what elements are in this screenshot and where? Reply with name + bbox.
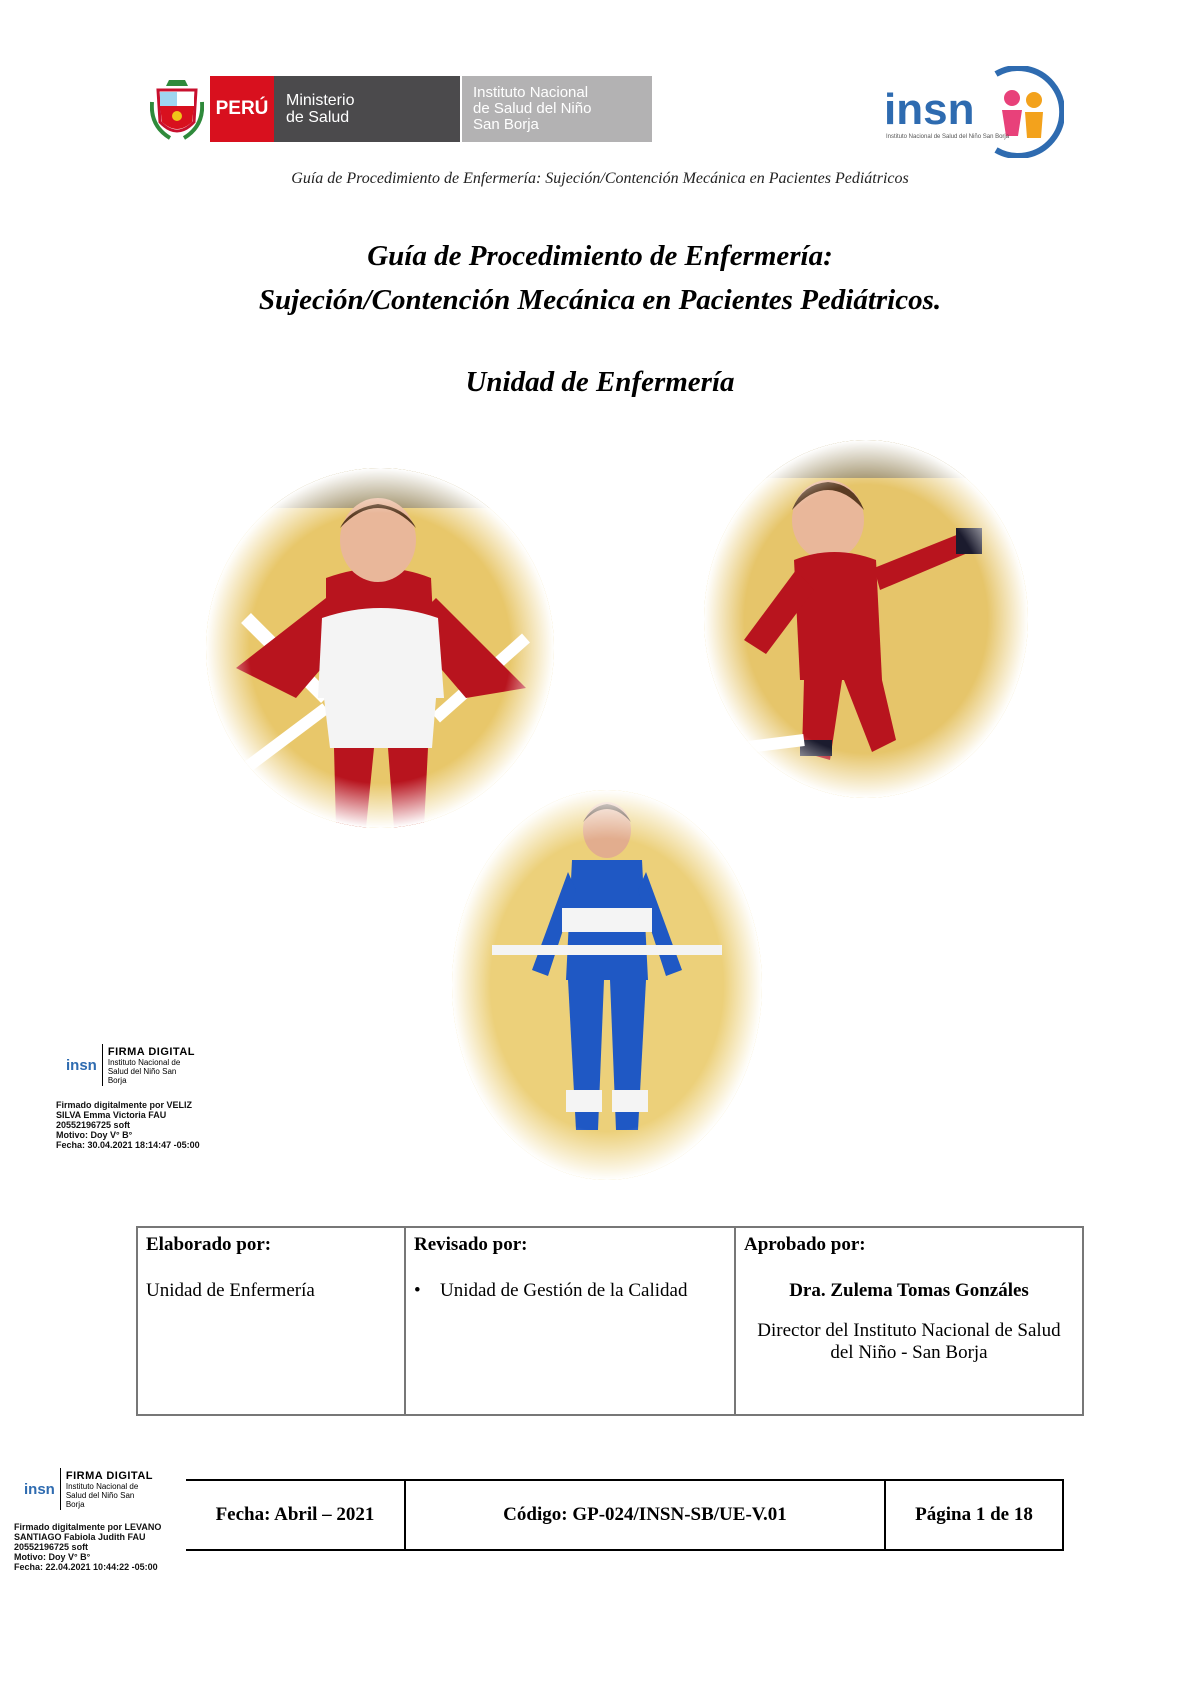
approval-row <box>137 1227 1083 1415</box>
infant-restraint-image <box>206 468 554 828</box>
peru-coat-of-arms-icon <box>150 76 204 142</box>
stamp-label-block <box>108 1046 195 1085</box>
stamp-logo <box>66 1044 226 1086</box>
insn-logo <box>884 66 1064 158</box>
footer-table <box>186 1479 1064 1551</box>
stamp-institution: Instituto Nacional de Salud del Niño San Borja <box>65 1481 139 1509</box>
unit-title: Unidad de Enfermería <box>465 366 735 398</box>
reviewed-list-item <box>414 1280 726 1302</box>
reviewed-cell <box>405 1227 735 1415</box>
prepared-header: Elaborado por: <box>146 1234 272 1255</box>
stamp-divider <box>102 1044 103 1086</box>
title-line-2: Sujeción/Contención Mecánica en Pacientes Pediátricos. <box>258 284 942 316</box>
adolescent-restraint-image <box>452 790 762 1180</box>
stamp-divider <box>60 1468 61 1510</box>
infant-ankle-restraint-image <box>704 440 1028 798</box>
ministry-line-1: Ministerio <box>286 92 355 109</box>
footer-row <box>186 1480 1063 1550</box>
stamp-label-block <box>66 1470 153 1509</box>
peru-label: PERÚ <box>210 76 274 142</box>
institute-line-3: San Borja <box>473 116 539 133</box>
approval-table <box>136 1226 1084 1416</box>
reviewed-value: Unidad de Gestión de la Calidad <box>440 1280 688 1301</box>
stamp-label: FIRMA DIGITAL <box>65 1469 153 1482</box>
document-title <box>0 234 1200 322</box>
stamp-insn-logo: insn <box>66 1056 97 1074</box>
ministry-label <box>274 76 462 142</box>
photo-adolescent-restraint <box>452 790 762 1180</box>
ministry-line-2: de Salud <box>286 109 350 126</box>
digital-signature-stamp <box>56 1044 226 1150</box>
stamp-logo <box>24 1468 184 1510</box>
footer-code: Código: GP-024/INSN-SB/UE-V.01 <box>405 1480 885 1550</box>
stamp-details: Firmado digitalmente por VELIZ SILVA Emma Victoria FAU 20552196725 soft Motivo: Doy V° B° Fecha: 30.04.2021 18:14:47 -05:00 <box>56 1100 200 1150</box>
stamp-insn-logo: insn <box>24 1480 55 1498</box>
approver-role: Director del Instituto Nacional de Salud del Niño - San Borja <box>757 1320 1061 1363</box>
approved-block <box>744 1280 1074 1364</box>
footer-date: Fecha: Abril – 2021 <box>186 1480 405 1550</box>
insn-logo-text: insn <box>884 85 975 134</box>
approved-header: Aprobado por: <box>744 1234 866 1255</box>
approver-name: Dra. Zulema Tomas Gonzáles <box>789 1280 1029 1301</box>
footer-page: Página 1 de 18 <box>885 1480 1063 1550</box>
institute-line-1: Instituto Nacional <box>473 84 589 101</box>
reviewed-header: Revisado por: <box>414 1234 528 1255</box>
digital-signature-stamp <box>14 1468 184 1572</box>
prepared-cell <box>137 1227 405 1415</box>
running-title: Guía de Procedimiento de Enfermería: Sujeción/Contención Mecánica en Pacientes Pediátricos <box>291 170 909 187</box>
title-line-1: Guía de Procedimiento de Enfermería: <box>367 240 833 272</box>
bullet-icon: • <box>414 1280 421 1301</box>
institute-line-2: de Salud del Niño <box>473 100 592 117</box>
insn-logo-tagline: Instituto Nacional de Salud del Niño San Borja <box>886 134 1010 140</box>
photo-infant-restraint <box>206 468 554 828</box>
photo-infant-ankle-restraint <box>704 440 1028 798</box>
prepared-value: Unidad de Enfermería <box>146 1280 315 1301</box>
minsa-logo <box>150 76 652 142</box>
approved-cell <box>735 1227 1083 1415</box>
stamp-institution: Instituto Nacional de Salud del Niño San Borja <box>107 1057 181 1085</box>
institute-label <box>462 76 652 142</box>
stamp-label: FIRMA DIGITAL <box>107 1045 195 1058</box>
stamp-details: Firmado digitalmente por LEVANO SANTIAGO Fabiola Judith FAU 20552196725 soft Motivo: Doy V° B° Fecha: 22.04.2021 10:44:22 -05:00 <box>14 1522 162 1572</box>
